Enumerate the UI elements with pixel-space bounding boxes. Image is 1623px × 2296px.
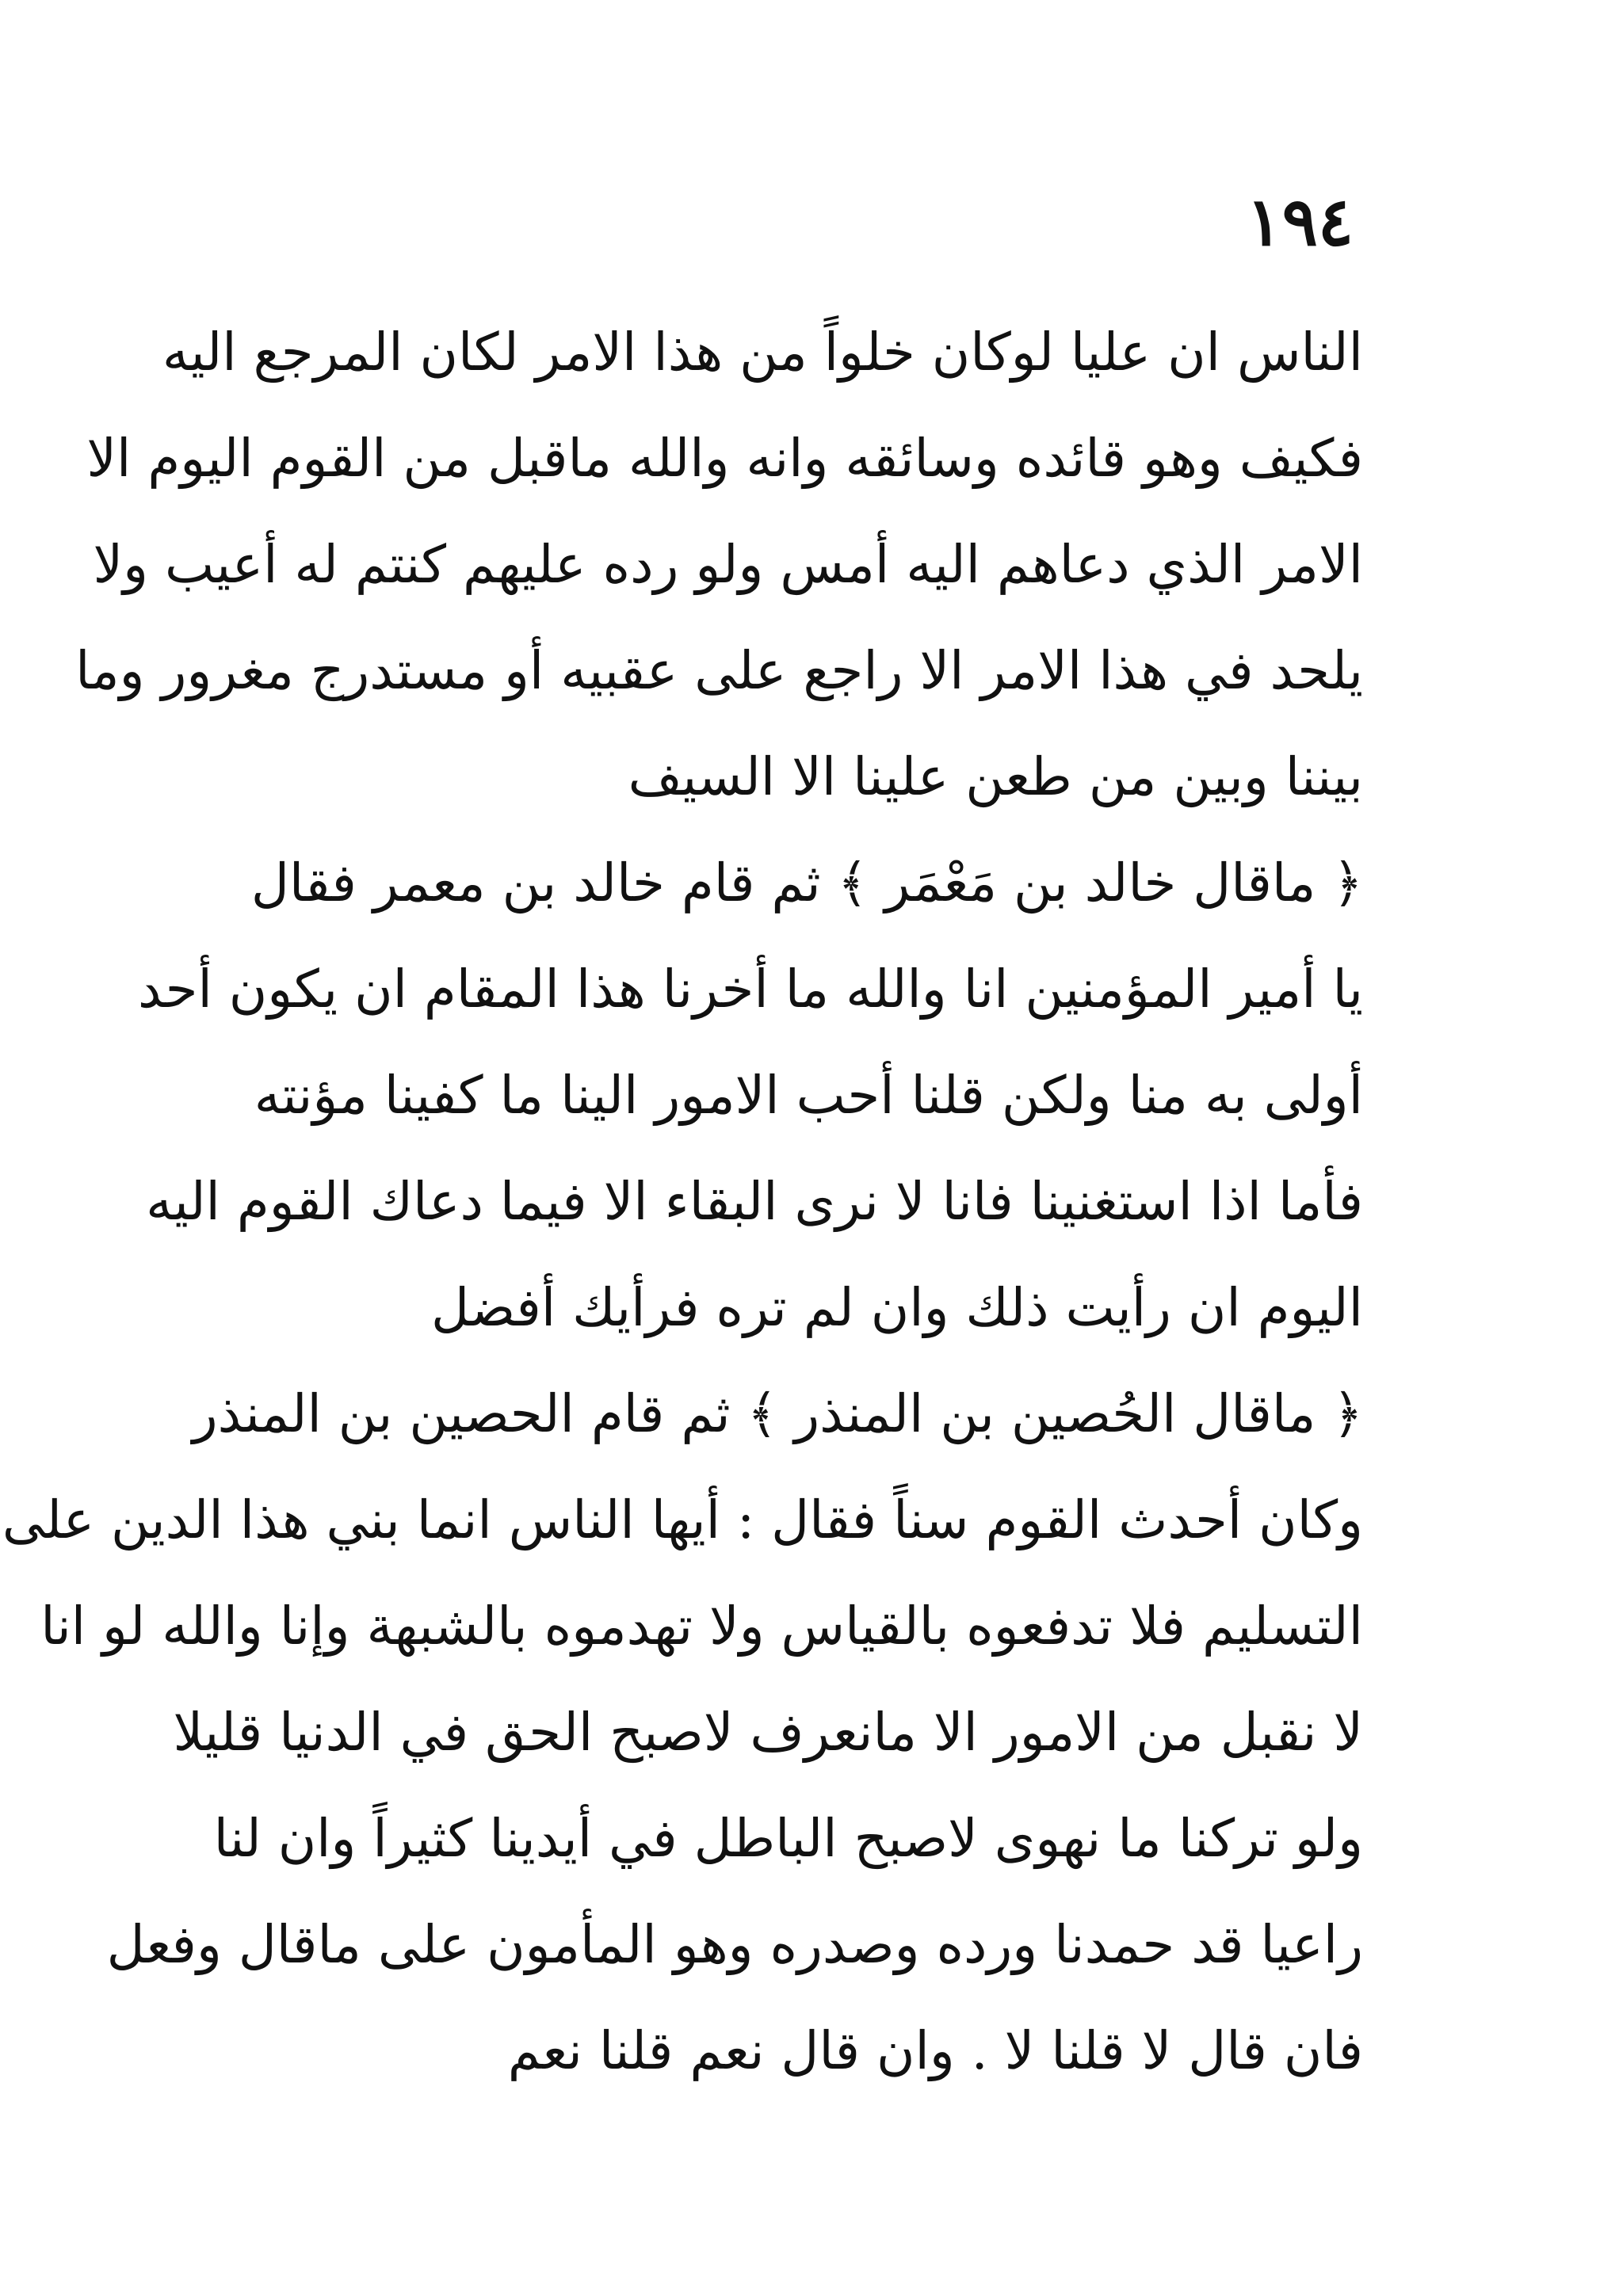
text-line: يلحد في هذا الامر الا راجع على عقبيه أو مستدرج مغرور وما <box>75 640 1363 701</box>
body-text <box>2 299 1363 2104</box>
text-line: الامر الذي دعاهم اليه أمس ولو رده عليهم كنتم له أعيب ولا <box>93 534 1363 595</box>
section-heading-line: ﴿ ماقال الحُصين بن المنذر ﴾ ثم قام الحصين بن المنذر <box>192 1383 1363 1444</box>
text-line: التسليم فلا تدفعوه بالقياس ولا تهدموه بالشبهة وإنا والله لو انا <box>40 1596 1363 1657</box>
text-line: فان قال لا قلنا لا . وان قال نعم قلنا نعم <box>507 2020 1363 2081</box>
text-line: فأما اذا استغنينا فانا لا نرى البقاء الا فيما دعاك القوم اليه <box>146 1171 1363 1232</box>
text-line: الناس ان عليا لوكان خلواً من هذا الامر لكان المرجع اليه <box>162 322 1363 383</box>
text-line: أولى به منا ولكن قلنا أحب الامور الينا ما كفينا مؤنته <box>254 1065 1363 1126</box>
text-line: اليوم ان رأيت ذلك وان لم تره فرأيك أفضل <box>431 1277 1363 1338</box>
text-line: يا أمير المؤمنين انا والله ما أخرنا هذا المقام ان يكون أحد <box>138 959 1363 1020</box>
text-line: وكان أحدث القوم سناً فقال : أيها الناس انما بني هذا الدين على <box>2 1489 1363 1550</box>
text-line: بيننا وبين من طعن علينا الا السيف <box>628 746 1363 807</box>
text-line: لا نقبل من الامور الا مانعرف لاصبح الحق في الدنيا قليلا <box>173 1702 1363 1763</box>
page-number: ١٩٤ <box>1246 182 1354 261</box>
text-line: ولو تركنا ما نهوى لاصبح الباطل في أيدينا كثيراً وان لنا <box>213 1808 1363 1869</box>
section-heading-line: ﴿ ماقال خالد بن مَعْمَر ﴾ ثم قام خالد بن معمر فقال <box>250 852 1363 913</box>
text-line: فكيف وهو قائده وسائقه وانه والله ماقبل من القوم اليوم الا <box>86 428 1363 489</box>
text-line: راعيا قد حمدنا ورده وصدره وهو المأمون على ماقال وفعل <box>106 1914 1363 1975</box>
